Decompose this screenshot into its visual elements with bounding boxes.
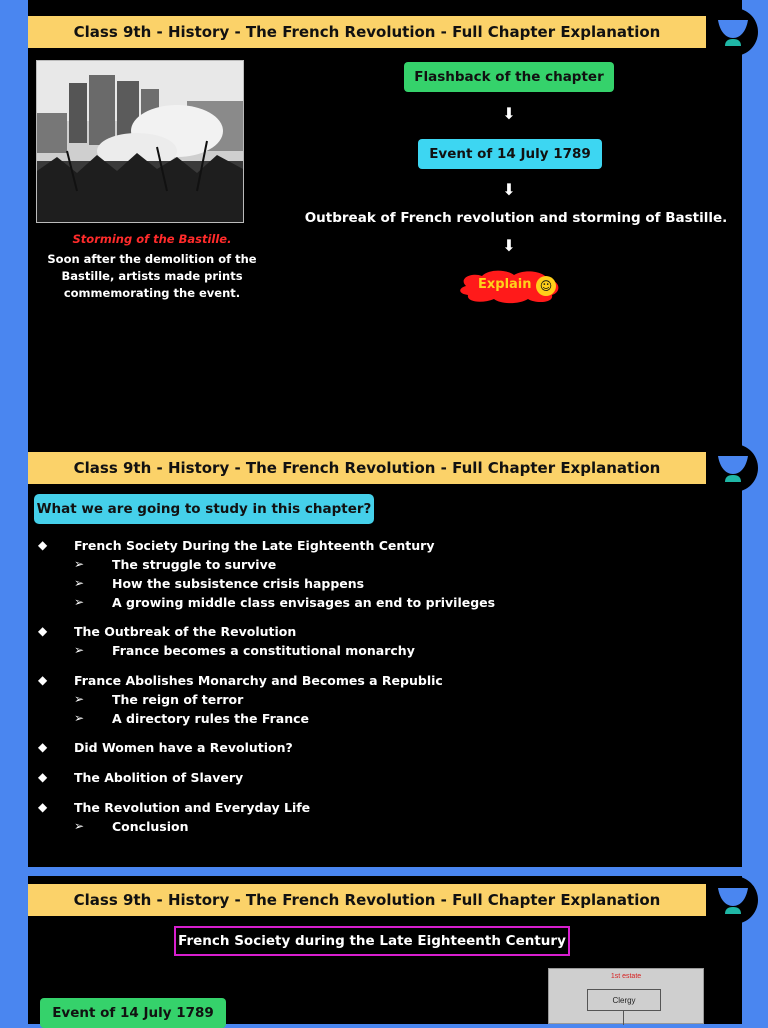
study-heading-pill: What we are going to study in this chapter? xyxy=(34,494,374,524)
image-caption-title: Storming of the Bastille. xyxy=(72,232,232,246)
event-pill: Event of 14 July 1789 xyxy=(418,139,602,169)
subtopic-item: ➢ Conclusion xyxy=(74,819,189,834)
brand-logo-icon xyxy=(708,876,758,924)
slide-title-bar: Class 9th - History - The French Revolution - Full Chapter Explanation xyxy=(28,452,706,484)
subtopic-item: ➢ How the subsistence crisis happens xyxy=(74,576,365,591)
diamond-bullet-icon: ◆ xyxy=(38,538,48,552)
slide-2 xyxy=(28,444,742,867)
diamond-bullet-icon: ◆ xyxy=(38,624,48,638)
down-arrow-icon: ⬇ xyxy=(502,236,516,255)
slide-3 xyxy=(28,876,742,1024)
diamond-bullet-icon: ◆ xyxy=(38,770,48,784)
diamond-bullet-icon: ◆ xyxy=(38,800,48,814)
subtopic-item: ➢ A growing middle class envisages an end to privileges xyxy=(74,595,496,610)
diamond-bullet-icon: ◆ xyxy=(38,740,48,754)
flashback-pill: Flashback of the chapter xyxy=(404,62,614,92)
subtopic-item: ➢ A directory rules the France xyxy=(74,711,309,726)
smiley-icon: ☺ xyxy=(536,276,556,296)
event-pill: Event of 14 July 1789 xyxy=(40,998,226,1028)
connector-line xyxy=(623,1011,624,1025)
slide-title-bar: Class 9th - History - The French Revolution - Full Chapter Explanation xyxy=(28,16,706,48)
topic-item: ◆ France Abolishes Monarchy and Becomes a Republic xyxy=(38,673,443,688)
estate-label: 1st estate xyxy=(610,973,642,980)
down-arrow-icon: ⬇ xyxy=(502,104,516,123)
arrow-bullet-icon: ➢ xyxy=(74,692,85,706)
slide-title-bar: Class 9th - History - The French Revolution - Full Chapter Explanation xyxy=(28,884,706,916)
estate-diagram-image xyxy=(548,968,704,1024)
topic-item: ◆ The Abolition of Slavery xyxy=(38,770,244,785)
brand-logo-icon xyxy=(708,444,758,492)
topic-item: ◆ Did Women have a Revolution? xyxy=(38,740,293,755)
explain-label[interactable]: Explain xyxy=(478,277,532,292)
subtopic-item: ➢ France becomes a constitutional monarchy xyxy=(74,643,415,658)
arrow-bullet-icon: ➢ xyxy=(74,557,85,571)
slide-1 xyxy=(28,0,742,444)
topic-item: ◆ French Society During the Late Eighteenth Century xyxy=(38,538,435,553)
bastille-engraving-image xyxy=(36,60,244,223)
topic-item: ◆ The Revolution and Everyday Life xyxy=(38,800,311,815)
image-caption-text: Soon after the demolition of the Bastille, artists made prints commemorating the event. xyxy=(47,252,257,300)
clergy-box: Clergy xyxy=(587,989,661,1011)
arrow-bullet-icon: ➢ xyxy=(74,595,85,609)
arrow-bullet-icon: ➢ xyxy=(74,643,85,657)
section-title-box: French Society during the Late Eighteenth Century xyxy=(174,926,570,956)
brand-logo-icon xyxy=(708,8,758,56)
subtopic-item: ➢ The reign of terror xyxy=(74,692,244,707)
arrow-bullet-icon: ➢ xyxy=(74,576,85,590)
diamond-bullet-icon: ◆ xyxy=(38,673,48,687)
arrow-bullet-icon: ➢ xyxy=(74,711,85,725)
topic-item: ◆ The Outbreak of the Revolution xyxy=(38,624,297,639)
outbreak-statement: Outbreak of French revolution and storming of Bastille. xyxy=(304,210,728,226)
arrow-bullet-icon: ➢ xyxy=(74,819,85,833)
subtopic-item: ➢ The struggle to survive xyxy=(74,557,277,572)
down-arrow-icon: ⬇ xyxy=(502,180,516,199)
topic-list xyxy=(38,536,718,836)
